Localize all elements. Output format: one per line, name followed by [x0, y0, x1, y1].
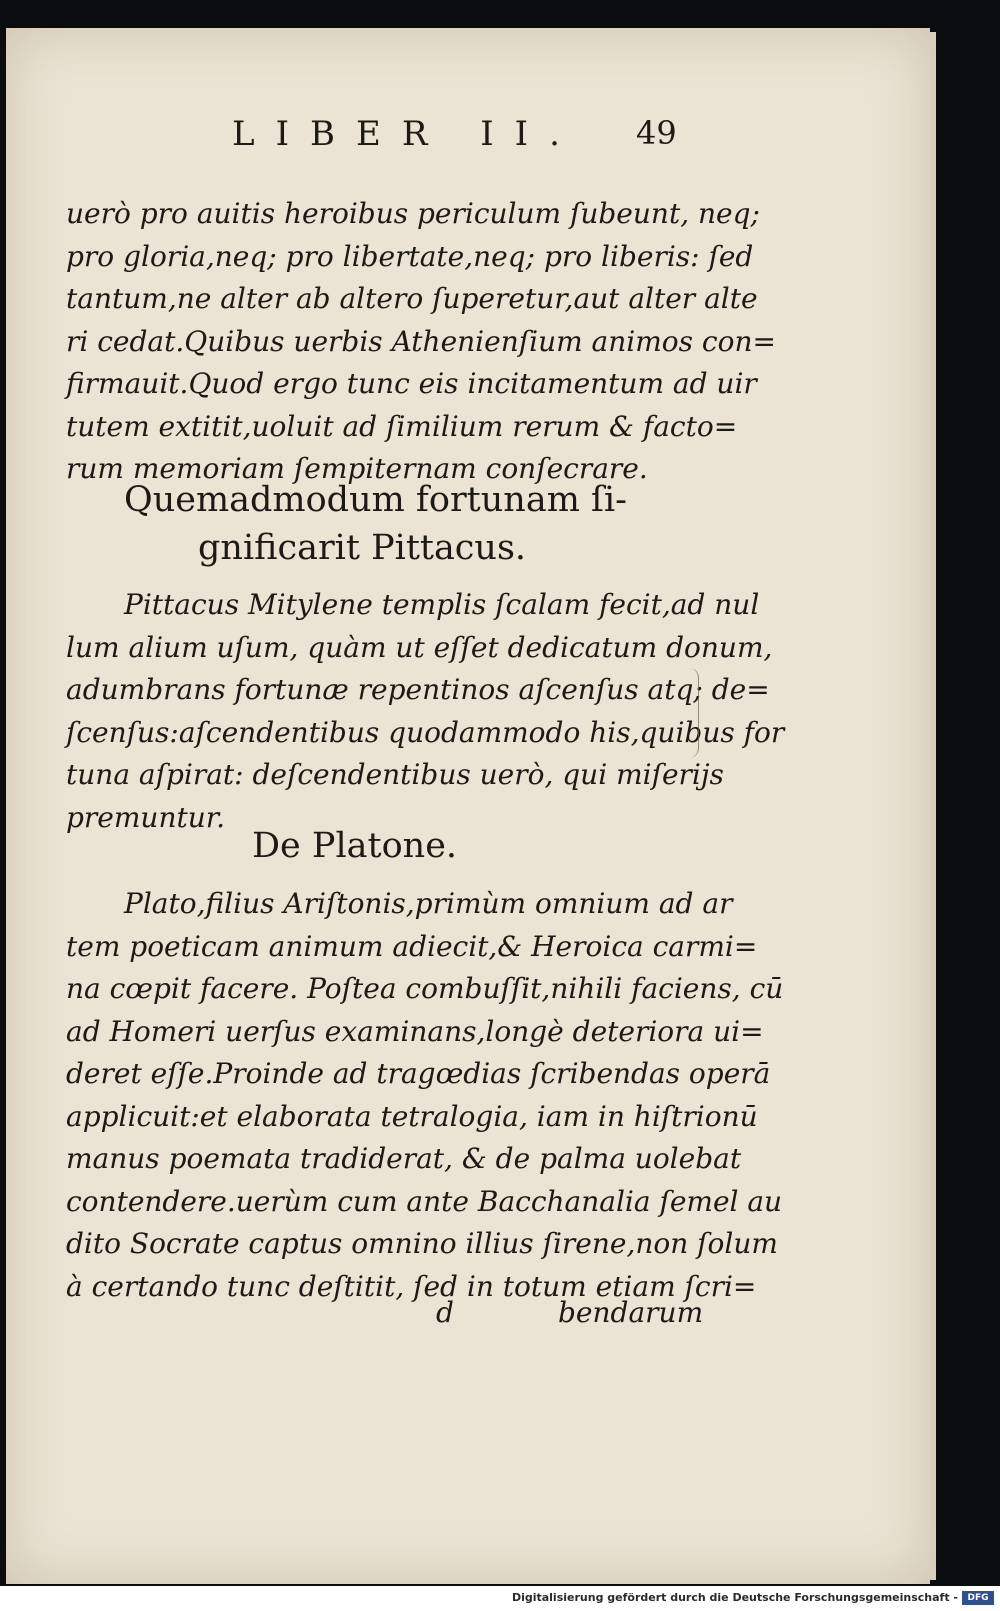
catchword: bendarum — [558, 1296, 704, 1329]
text-line: tantum,ne alter ab altero ſuperetur,aut alter alte — [66, 282, 758, 315]
section-heading-pittacus-line-2: gnificarit Pittacus. — [198, 528, 527, 568]
text-line: Plato,filius Ariſtonis,primùm omnium ad ar — [124, 887, 733, 920]
text-line: lum alium uſum, quàm ut eſſet dedicatum donum, — [66, 630, 773, 664]
footer-bar — [0, 1586, 1000, 1611]
dfg-logo: DFG — [962, 1591, 994, 1605]
book-page — [6, 28, 930, 1584]
text-line: manus poemata tradiderat, & de palma uolebat — [66, 1142, 742, 1175]
margin-bracket-mark — [684, 668, 699, 758]
running-title: LIBER II. — [232, 114, 581, 154]
section-heading-pittacus-line-1: Quemadmodum fortunam ſi- — [124, 480, 627, 520]
text-line: na cœpit facere. Poſtea combuſſit,nihili faciens, cū — [66, 972, 784, 1005]
signature-mark: d — [436, 1296, 454, 1329]
text-line: pro gloria,neq; pro libertate,neq; pro liberis: ſed — [66, 239, 754, 273]
paragraph-1 — [66, 193, 776, 491]
text-line: deret eſſe.Proinde ad tragœdias ſcribendas operā — [66, 1057, 771, 1090]
text-line: applicuit:et elaborata tetralogia, iam in hiſtrionū — [66, 1099, 758, 1133]
text-line: rum memoriam ſempiternam conſecrare. — [66, 452, 648, 485]
text-line: ſcenſus:aſcendentibus quodammodo his,quibus for — [66, 715, 785, 749]
text-line: adumbrans fortunæ repentinos aſcenſus atq; de= — [66, 673, 770, 706]
text-line: contendere.uerùm cum ante Bacchanalia ſemel au — [66, 1184, 783, 1218]
page-edge — [930, 32, 936, 1580]
running-head — [6, 114, 930, 164]
text-line: Pittacus Mitylene templis ſcalam fecit,ad nul — [124, 588, 760, 621]
text-line: à certando tunc deſtitit, ſed in totum etiam ſcri= — [66, 1269, 757, 1303]
text-line: dito Socrate captus omnino illius ſirene,non ſolum — [66, 1227, 778, 1260]
text-line: premuntur. — [66, 800, 225, 834]
page-number: 49 — [636, 114, 677, 152]
paragraph-3 — [66, 883, 784, 1308]
text-line: tuna aſpirat: deſcendentibus uerò, qui miſerijs — [66, 758, 724, 791]
section-heading-platone: De Platone. — [252, 826, 458, 866]
funding-credit: Digitalisierung gefördert durch die Deutsche Forschungsgemeinschaft - — [511, 1591, 958, 1604]
text-line: ad Homeri uerſus examinans,longè deteriora ui= — [66, 1014, 764, 1048]
text-line: tem poeticam animum adiecit,& Heroica carmi= — [66, 929, 758, 963]
text-line: firmauit.Quod ergo tunc eis incitamentum ad uir — [66, 367, 757, 400]
text-line: uerò pro auitis heroibus periculum ſubeunt, neq; — [66, 197, 760, 230]
paragraph-2 — [66, 584, 785, 839]
text-line: tutem extitit,uoluit ad ſimilium rerum & facto= — [66, 409, 738, 443]
text-line: ri cedat.Quibus uerbis Athenienſium animos con= — [66, 324, 776, 358]
